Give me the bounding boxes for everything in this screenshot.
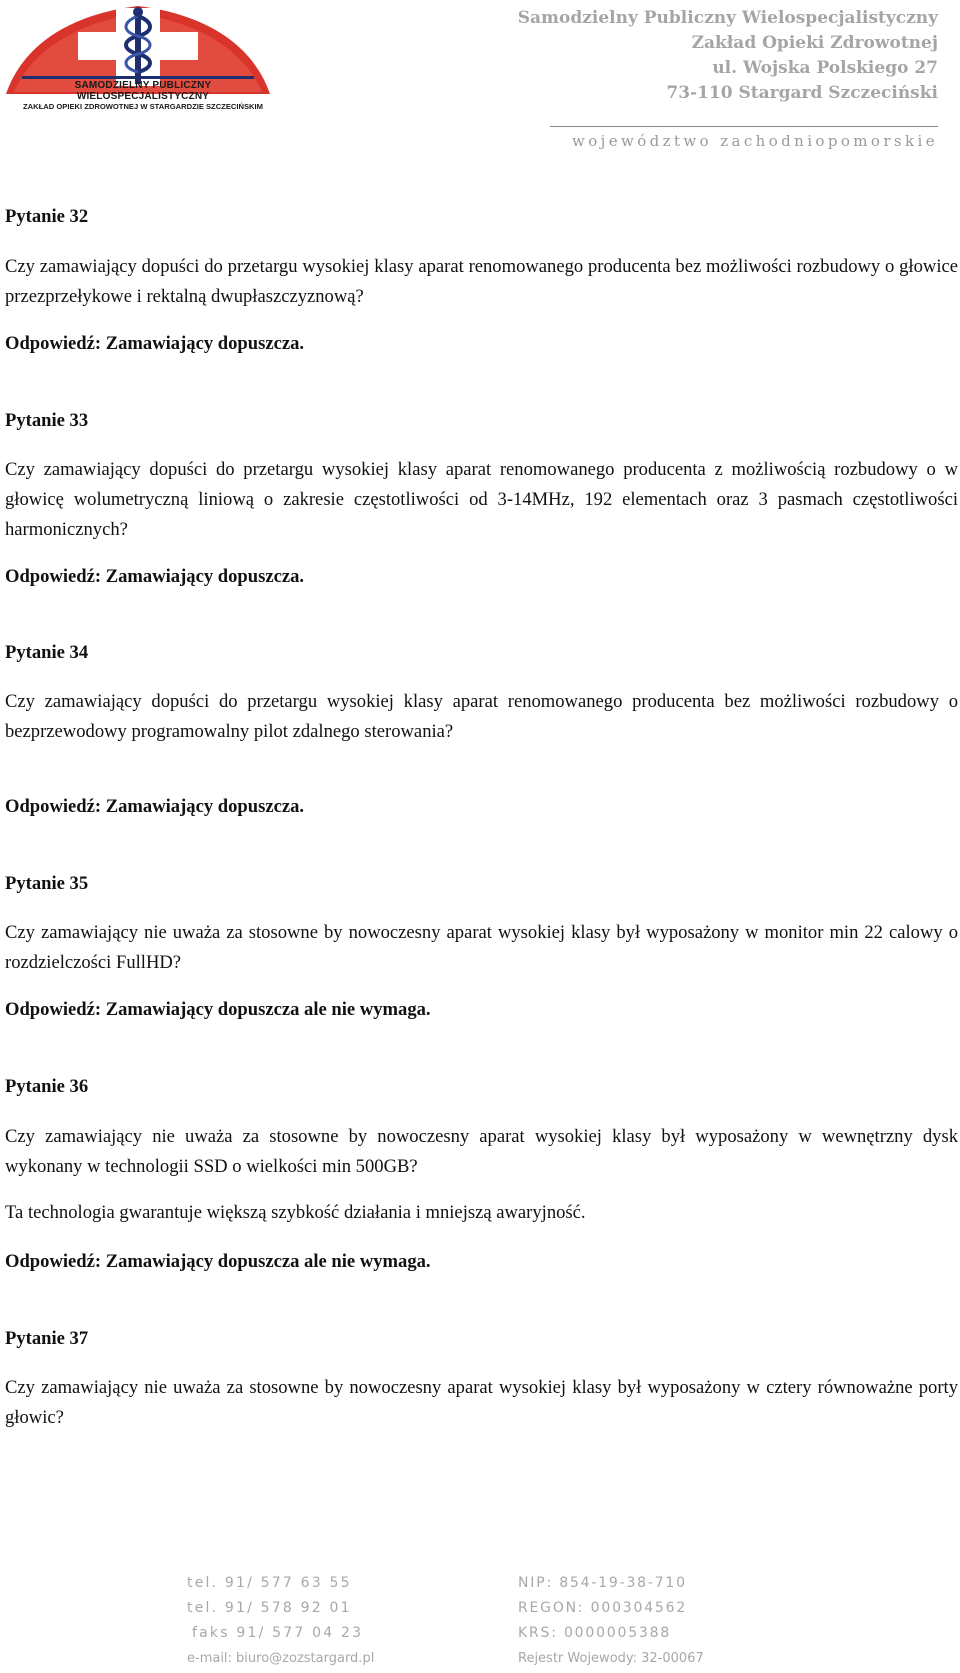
answer-text: Odpowiedź: Zamawiający dopuszcza. (5, 796, 305, 817)
header-divider (550, 126, 938, 127)
logo-line-1: SAMODZIELNY PUBLICZNY (74, 80, 212, 91)
footer-krs: KRS: 0000005388 (518, 1625, 672, 1641)
org-line-1: Samodzielny Publiczny Wielospecjalistyczny (517, 8, 938, 28)
answer-text: Odpowiedź: Zamawiający dopuszcza ale nie wymaga. (5, 999, 431, 1020)
question-heading: Pytanie 33 (5, 410, 89, 431)
question-heading: Pytanie 37 (5, 1328, 89, 1349)
question-text: Czy zamawiający nie uważa za stosowne by nowoczesny aparat wysokiej klasy był wyposażony w wewnętrzny dysk wykonany w technologii SSD o wielkości min 500GB? (5, 1126, 958, 1177)
region-label: województwo zachodniopomorskie (572, 132, 938, 150)
question-heading: Pytanie 32 (5, 206, 89, 227)
question-text: Czy zamawiający dopuści do przetargu wysokiej klasy aparat renomowanego producenta z możliwością rozbudowy o w głowicę wolumetryczną liniową o zakresie częstotliwości od 3-14MHz, 192 elementach oraz 3 pasmach częstotliwości harmonicznych? (5, 459, 958, 540)
footer-regon: REGON: 000304562 (518, 1600, 688, 1616)
question-text: Czy zamawiający nie uważa za stosowne by nowoczesny aparat wysokiej klasy był wyposażony w monitor min 22 calowy o rozdzielczości FullHD? (5, 922, 958, 973)
page-footer (0, 1565, 960, 1673)
footer-email: e-mail: biuro@zozstargard.pl (187, 1651, 375, 1666)
footer-register: Rejestr Wojewody: 32-00067 (518, 1651, 704, 1666)
answer-text: Odpowiedź: Zamawiający dopuszcza ale nie wymaga. (5, 1251, 431, 1272)
logo-caption (18, 80, 268, 112)
logo-line-2: WIELOSPECJALISTYCZNY (76, 91, 210, 102)
org-line-3: ul. Wojska Polskiego 27 (712, 58, 938, 78)
question-text: Czy zamawiający dopuści do przetargu wysokiej klasy aparat renomowanego producenta bez możliwości rozbudowy o głowice przezprzełykowe i rektalną dwupłaszczyznową? (5, 256, 958, 307)
question-heading: Pytanie 34 (5, 642, 89, 663)
logo-line-3: ZAKŁAD OPIEKI ZDROWOTNEJ W STARGARDZIE SZCZECIŃSKIM (23, 102, 263, 111)
answer-text: Odpowiedź: Zamawiający dopuszcza. (5, 566, 305, 587)
footer-nip: NIP: 854-19-38-710 (518, 1575, 687, 1591)
footer-phone-2: tel. 91/ 578 92 01 (187, 1600, 352, 1616)
question-heading: Pytanie 35 (5, 873, 89, 894)
organization-address (518, 6, 938, 106)
question-note: Ta technologia gwarantuje większą szybkość działania i mniejszą awaryjność. (5, 1202, 586, 1223)
question-text: Czy zamawiający dopuści do przetargu wysokiej klasy aparat renomowanego producenta bez możliwości rozbudowy o bezprzewodowy programowalny pilot zdalnego sterowania? (5, 691, 958, 742)
footer-phone-1: tel. 91/ 577 63 55 (187, 1575, 352, 1591)
footer-fax: faks 91/ 577 04 23 (192, 1625, 364, 1641)
question-heading: Pytanie 36 (5, 1076, 89, 1097)
question-text: Czy zamawiający nie uważa za stosowne by nowoczesny aparat wysokiej klasy był wyposażony w cztery równoważne porty głowic? (5, 1377, 958, 1428)
org-line-4: 73-110 Stargard Szczeciński (666, 83, 938, 103)
org-line-2: Zakład Opieki Zdrowotnej (691, 33, 938, 53)
answer-text: Odpowiedź: Zamawiający dopuszcza. (5, 333, 305, 354)
